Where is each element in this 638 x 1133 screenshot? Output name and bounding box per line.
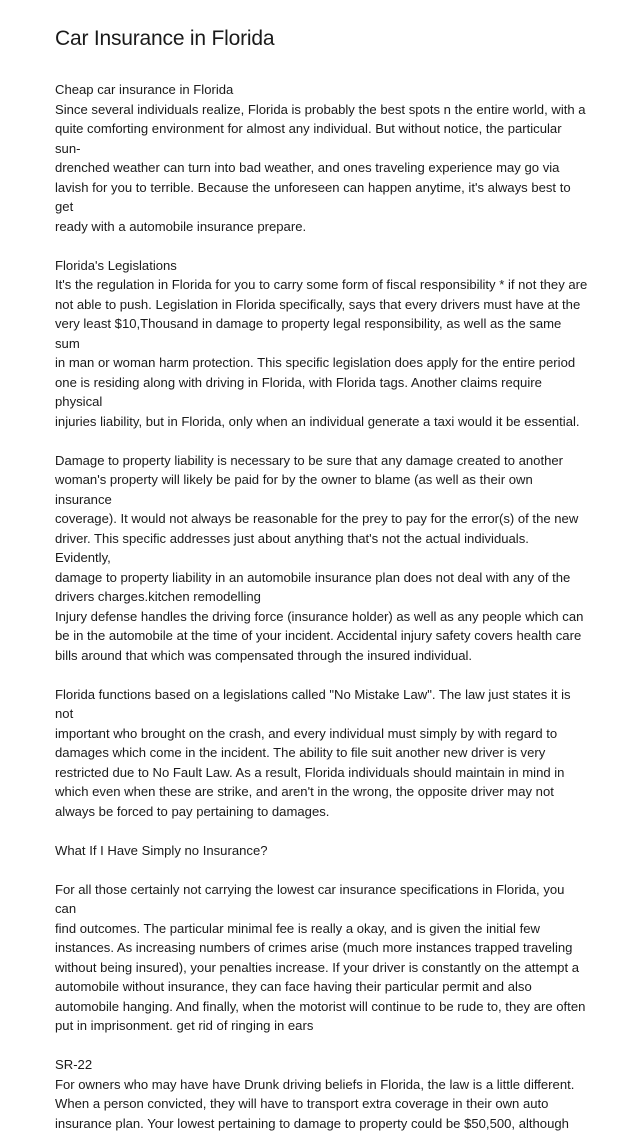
- text-line: drivers charges.kitchen remodelling: [55, 587, 588, 607]
- text-line: SR-22: [55, 1055, 588, 1075]
- paragraph: [55, 80, 588, 236]
- text-line: put in imprisonment. get rid of ringing in ears: [55, 1016, 588, 1036]
- text-line: What If I Have Simply no Insurance?: [55, 841, 588, 861]
- text-line: Florida functions based on a legislations called "No Mistake Law". The law just states it is not: [55, 685, 588, 724]
- text-line: Cheap car insurance in Florida: [55, 80, 588, 100]
- text-line: find outcomes. The particular minimal fee is really a okay, and is given the initial few: [55, 919, 588, 939]
- text-line: driver. This specific addresses just about anything that's not the actual individuals. Evidently,: [55, 529, 588, 568]
- paragraph: [55, 451, 588, 666]
- text-line: Since several individuals realize, Florida is probably the best spots n the entire world, with a: [55, 100, 588, 120]
- text-line: automobile hanging. And finally, when the motorist will continue to be rude to, they are often: [55, 997, 588, 1017]
- text-line: For all those certainly not carrying the lowest car insurance specifications in Florida, you can: [55, 880, 588, 919]
- document-body: [55, 80, 588, 1133]
- paragraph: [55, 256, 588, 432]
- text-line: which even when these are strike, and aren't in the wrong, the opposite driver may not: [55, 782, 588, 802]
- text-line: instances. As increasing numbers of crimes arise (much more instances trapped traveling: [55, 938, 588, 958]
- text-line: always be forced to pay pertaining to damages.: [55, 802, 588, 822]
- text-line: When a person convicted, they will have to transport extra coverage in their own auto: [55, 1094, 588, 1114]
- text-line: important who brought on the crash, and every individual must simply by with regard to: [55, 724, 588, 744]
- text-line: Injury defense handles the driving force (insurance holder) as well as any people which can: [55, 607, 588, 627]
- text-line: Florida's Legislations: [55, 256, 588, 276]
- paragraph: [55, 841, 588, 861]
- text-line: automobile without insurance, they can face having their particular permit and also: [55, 977, 588, 997]
- text-line: It's the regulation in Florida for you to carry some form of fiscal responsibility * if not they are: [55, 275, 588, 295]
- page-title: Car Insurance in Florida: [55, 26, 588, 52]
- text-line: Damage to property liability is necessary to be sure that any damage created to another: [55, 451, 588, 471]
- text-line: injuries liability, but in Florida, only when an individual generate a taxi would it be essential.: [55, 412, 588, 432]
- text-line: without being insured), your penalties increase. If your driver is constantly on the attempt a: [55, 958, 588, 978]
- text-line: For owners who may have have Drunk driving beliefs in Florida, the law is a little different.: [55, 1075, 588, 1095]
- text-line: ready with a automobile insurance prepare.: [55, 217, 588, 237]
- text-line: drenched weather can turn into bad weather, and ones traveling experience may go via: [55, 158, 588, 178]
- text-line: damage to property liability in an automobile insurance plan does not deal with any of the: [55, 568, 588, 588]
- text-line: bills around that which was compensated through the insured individual.: [55, 646, 588, 666]
- paragraph: [55, 685, 588, 822]
- text-line: lavish for you to terrible. Because the unforeseen can happen anytime, it's always best to get: [55, 178, 588, 217]
- text-line: restricted due to No Fault Law. As a result, Florida individuals should maintain in mind in: [55, 763, 588, 783]
- text-line: coverage). It would not always be reasonable for the prey to pay for the error(s) of the new: [55, 509, 588, 529]
- text-line: not able to push. Legislation in Florida specifically, says that every drivers must have at the: [55, 295, 588, 315]
- text-line: one is residing along with driving in Florida, with Florida tags. Another claims require physical: [55, 373, 588, 412]
- text-line: be in the automobile at the time of your incident. Accidental injury safety covers health care: [55, 626, 588, 646]
- text-line: in man or woman harm protection. This specific legislation does apply for the entire period: [55, 353, 588, 373]
- text-line: woman's property will likely be paid for by the owner to blame (as well as their own insurance: [55, 470, 588, 509]
- paragraph: [55, 1055, 588, 1133]
- text-line: insurance plan. Your lowest pertaining to damage to property could be $50,500, although: [55, 1114, 588, 1133]
- text-line: damages which come in the incident. The ability to file suit another new driver is very: [55, 743, 588, 763]
- text-line: quite comforting environment for almost any individual. But without notice, the particular sun-: [55, 119, 588, 158]
- text-line: very least $10,Thousand in damage to property legal responsibility, as well as the same sum: [55, 314, 588, 353]
